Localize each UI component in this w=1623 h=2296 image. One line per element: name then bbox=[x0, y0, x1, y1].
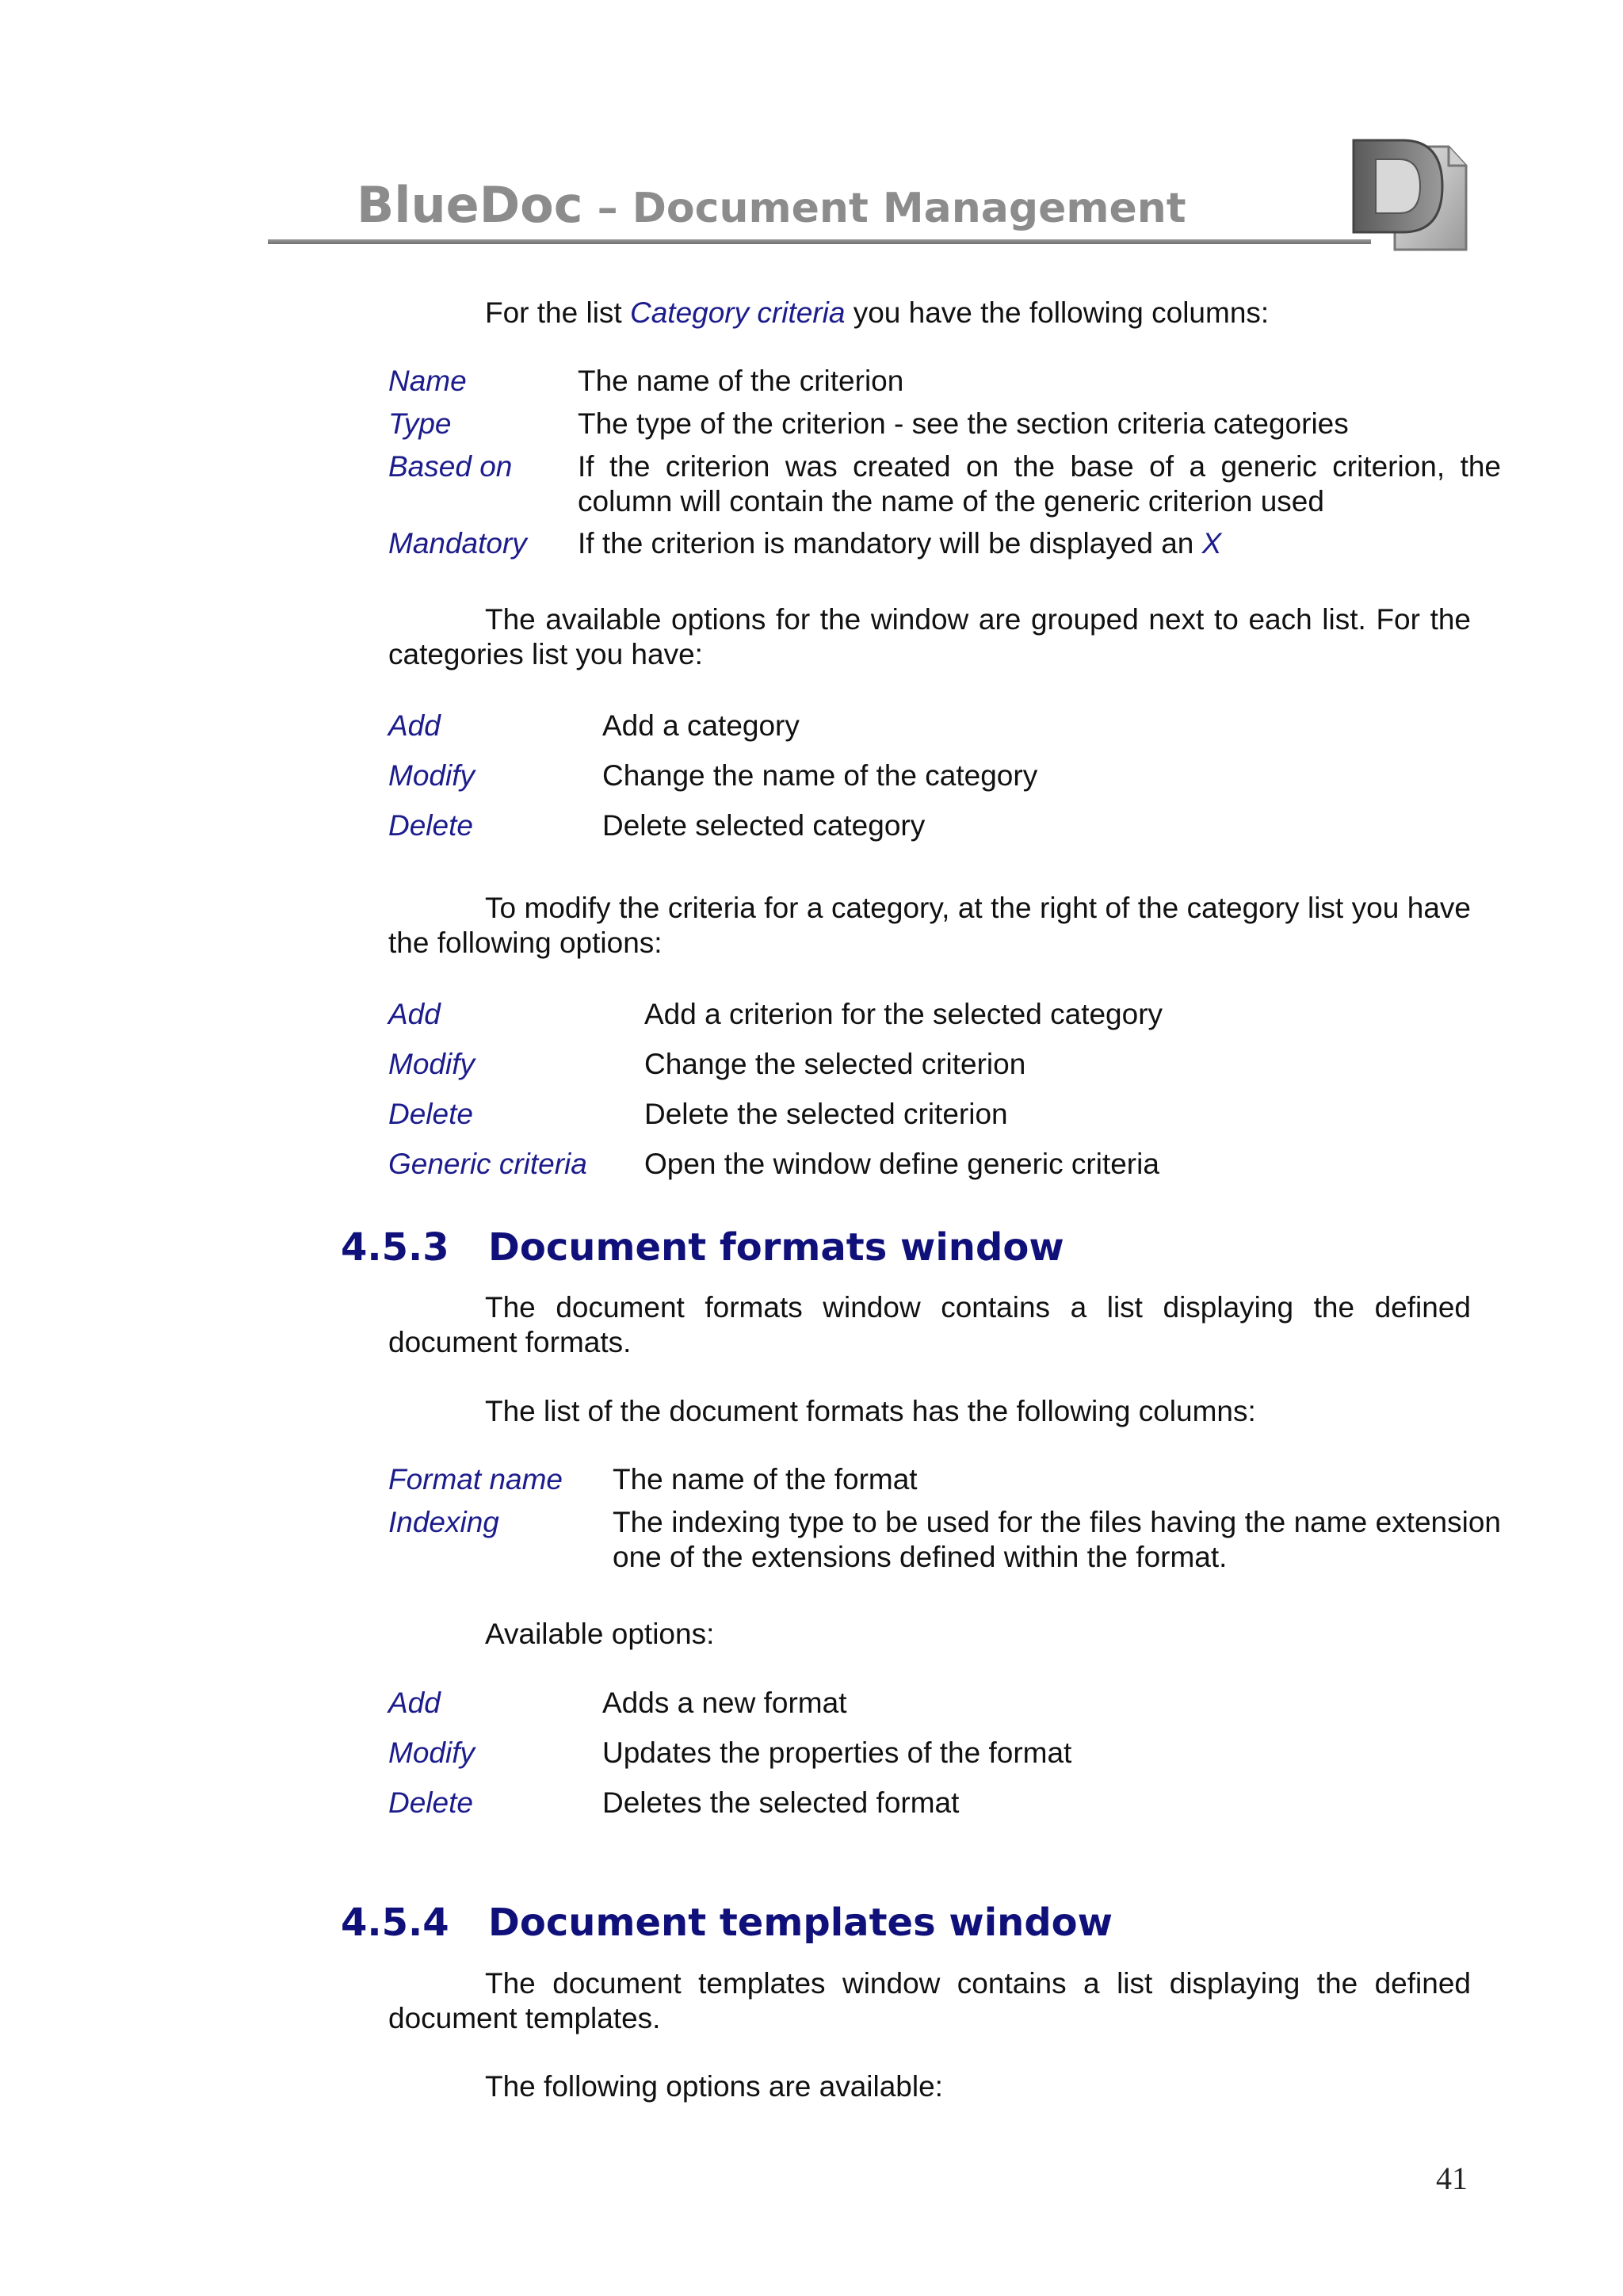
category-option-desc-delete: Delete selected category bbox=[602, 809, 926, 842]
section-heading-454 bbox=[341, 1901, 1113, 1945]
header-dash: – bbox=[582, 185, 632, 232]
formats-paragraph-2: The list of the document formats has the following columns: bbox=[485, 1395, 1256, 1427]
format-option-desc-delete: Deletes the selected format bbox=[602, 1786, 960, 1819]
criteria-option-term-modify: Modify bbox=[388, 1048, 475, 1080]
category-criteria-term: Category criteria bbox=[630, 296, 846, 329]
format-column-term-name: Format name bbox=[388, 1463, 563, 1496]
criteria-option-desc-generic: Open the window define generic criteria bbox=[644, 1148, 1159, 1180]
header-subtitle: Document Management bbox=[632, 185, 1186, 232]
format-option-term-add: Add bbox=[388, 1687, 441, 1719]
header-rule bbox=[268, 239, 1371, 244]
format-column-desc-indexing: The indexing type to be used for the files having the name extension one of the extensions defined within the format. bbox=[613, 1506, 1501, 1573]
templates-paragraph-2: The following options are available: bbox=[485, 2070, 943, 2103]
category-option-desc-add: Add a category bbox=[602, 709, 800, 742]
column-desc-type: The type of the criterion - see the section criteria categories bbox=[578, 407, 1349, 440]
header-brand: BlueDoc bbox=[357, 176, 583, 234]
criteria-option-desc-delete: Delete the selected criterion bbox=[644, 1098, 1008, 1130]
available-options-label: Available options: bbox=[485, 1618, 715, 1650]
format-option-desc-add: Adds a new format bbox=[602, 1687, 847, 1719]
criteria-option-desc-add: Add a criterion for the selected category bbox=[644, 998, 1163, 1030]
bluedoc-d-logo-icon bbox=[1347, 131, 1474, 258]
column-term-mandatory: Mandatory bbox=[388, 527, 527, 560]
format-column-desc-name: The name of the format bbox=[613, 1463, 918, 1496]
options-intro-paragraph: The available options for the window are grouped next to each list. For the categories list you have: bbox=[388, 603, 1471, 670]
format-column-term-indexing: Indexing bbox=[388, 1506, 499, 1538]
criteria-option-desc-modify: Change the selected criterion bbox=[644, 1048, 1026, 1080]
mandatory-x-mark: X bbox=[1201, 527, 1222, 560]
column-term-name: Name bbox=[388, 365, 467, 397]
category-option-term-modify: Modify bbox=[388, 759, 475, 792]
column-desc-mandatory bbox=[578, 526, 1221, 561]
section-title: Document formats window bbox=[488, 1225, 1064, 1270]
column-term-based-on: Based on bbox=[388, 450, 513, 483]
section-number: 4.5.3 bbox=[341, 1225, 449, 1270]
category-option-desc-modify: Change the name of the category bbox=[602, 759, 1038, 792]
category-option-term-delete: Delete bbox=[388, 809, 473, 842]
category-criteria-intro bbox=[485, 296, 1269, 330]
format-option-term-delete: Delete bbox=[388, 1786, 473, 1819]
intro-text: For the list bbox=[485, 296, 630, 329]
section-title: Document templates window bbox=[488, 1901, 1113, 1945]
criteria-option-term-generic: Generic criteria bbox=[388, 1148, 587, 1180]
format-option-term-modify: Modify bbox=[388, 1736, 475, 1769]
criteria-option-term-delete: Delete bbox=[388, 1098, 473, 1130]
category-option-term-add: Add bbox=[388, 709, 441, 742]
column-desc-name: The name of the criterion bbox=[578, 365, 904, 397]
column-desc-based-on: If the criterion was created on the base of a generic criterion, the column will contain the name of the generic criterion used bbox=[578, 450, 1501, 518]
column-term-type: Type bbox=[388, 407, 452, 440]
page-number: 41 bbox=[1436, 2160, 1468, 2196]
section-heading-453 bbox=[341, 1225, 1064, 1270]
criteria-option-term-add: Add bbox=[388, 998, 441, 1030]
templates-paragraph-1: The document templates window contains a list displaying the defined document templates. bbox=[388, 1967, 1471, 2034]
modify-criteria-intro-paragraph: To modify the criteria for a category, at the right of the category list you have the following options: bbox=[388, 892, 1471, 959]
format-option-desc-modify: Updates the properties of the format bbox=[602, 1736, 1072, 1769]
section-number: 4.5.4 bbox=[341, 1901, 449, 1945]
document-header-title bbox=[357, 176, 1186, 234]
mandatory-desc-text: If the criterion is mandatory will be displayed an bbox=[578, 527, 1202, 560]
formats-paragraph-1: The document formats window contains a list displaying the defined document formats. bbox=[388, 1291, 1471, 1358]
intro-text-after: you have the following columns: bbox=[845, 296, 1270, 329]
